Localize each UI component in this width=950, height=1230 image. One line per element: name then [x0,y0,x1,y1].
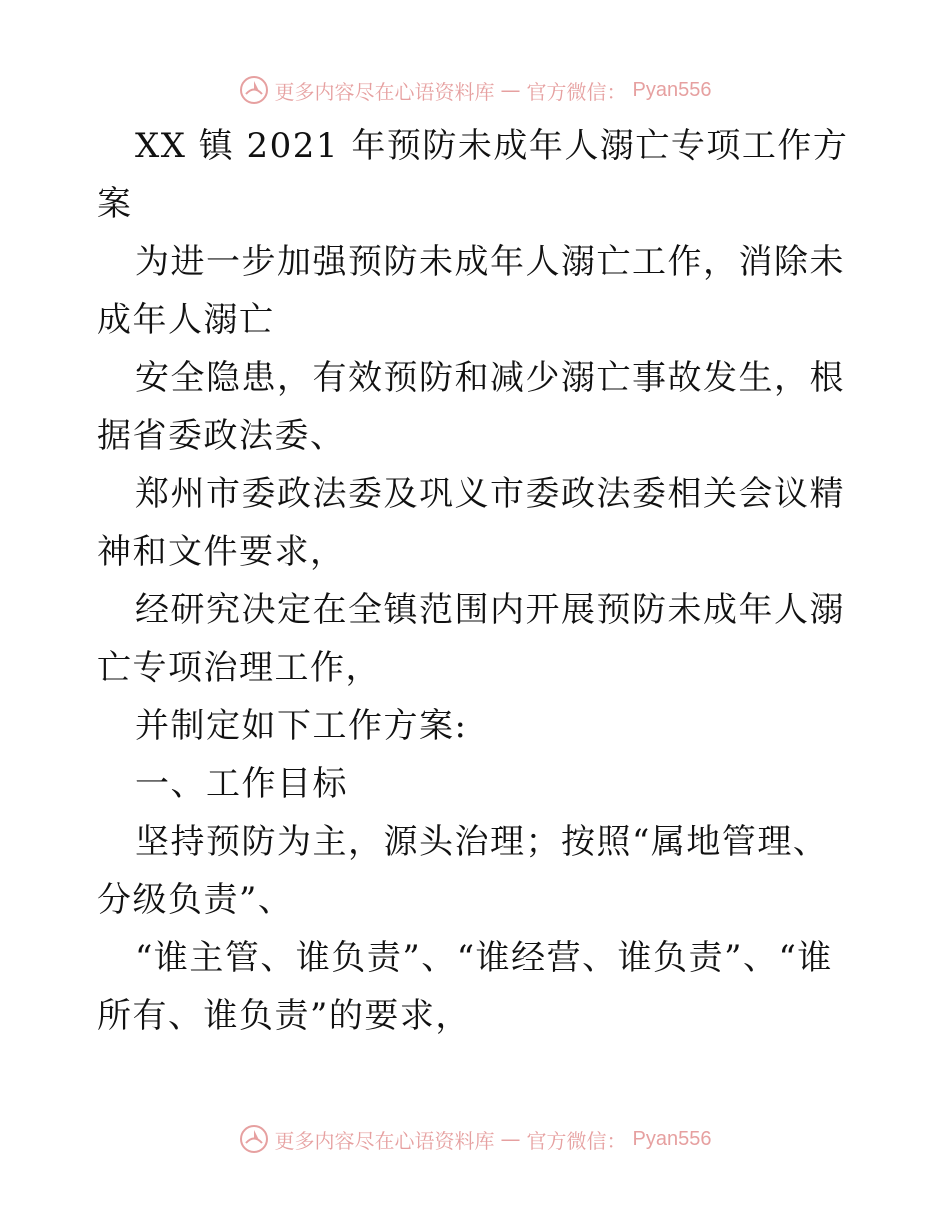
paragraph: 安全隐患，有效预防和减少溺亡事故发生，根据省委政法委、 [97,358,845,456]
paragraph: 为进一步加强预防未成年人溺亡工作，消除未成年人溺亡 [97,242,845,340]
watermark-wechat-label: 官方微信： [526,1128,627,1153]
watermark-dash: — [500,78,521,102]
watermark-site-text: 更多内容尽在心语资料库 [274,79,495,104]
paragraph: “谁主管、谁负责”、“谁经营、谁负责”、“谁所有、谁负责”的要求， [97,938,833,1036]
section-heading: 一、工作目标 [135,764,348,804]
paragraph: 郑州市委政法委及巩义市委政法委相关会议精神和文件要求， [97,474,845,572]
book-pen-logo-icon [239,1124,269,1154]
watermark-wechat-label: 官方微信： [526,79,627,104]
watermark-header [0,70,950,110]
paragraph: 并制定如下工作方案: [135,706,468,746]
paragraph: 坚持预防为主，源头治理；按照“属地管理、分级负责”、 [97,822,829,920]
watermark-wechat-id: Pyan556 [632,78,712,101]
paragraph: 经研究决定在全镇范围内开展预防未成年人溺亡专项治理工作， [97,590,845,688]
watermark-dash: — [500,1127,521,1151]
watermark-wechat-id: Pyan556 [632,1127,712,1150]
book-pen-logo-icon [239,75,269,105]
document-body [97,117,857,1045]
document-title: XX 镇 2021 年预防未成年人溺亡专项工作方案 [97,126,849,224]
watermark-footer [0,1119,950,1159]
watermark-site-text: 更多内容尽在心语资料库 [274,1128,495,1153]
